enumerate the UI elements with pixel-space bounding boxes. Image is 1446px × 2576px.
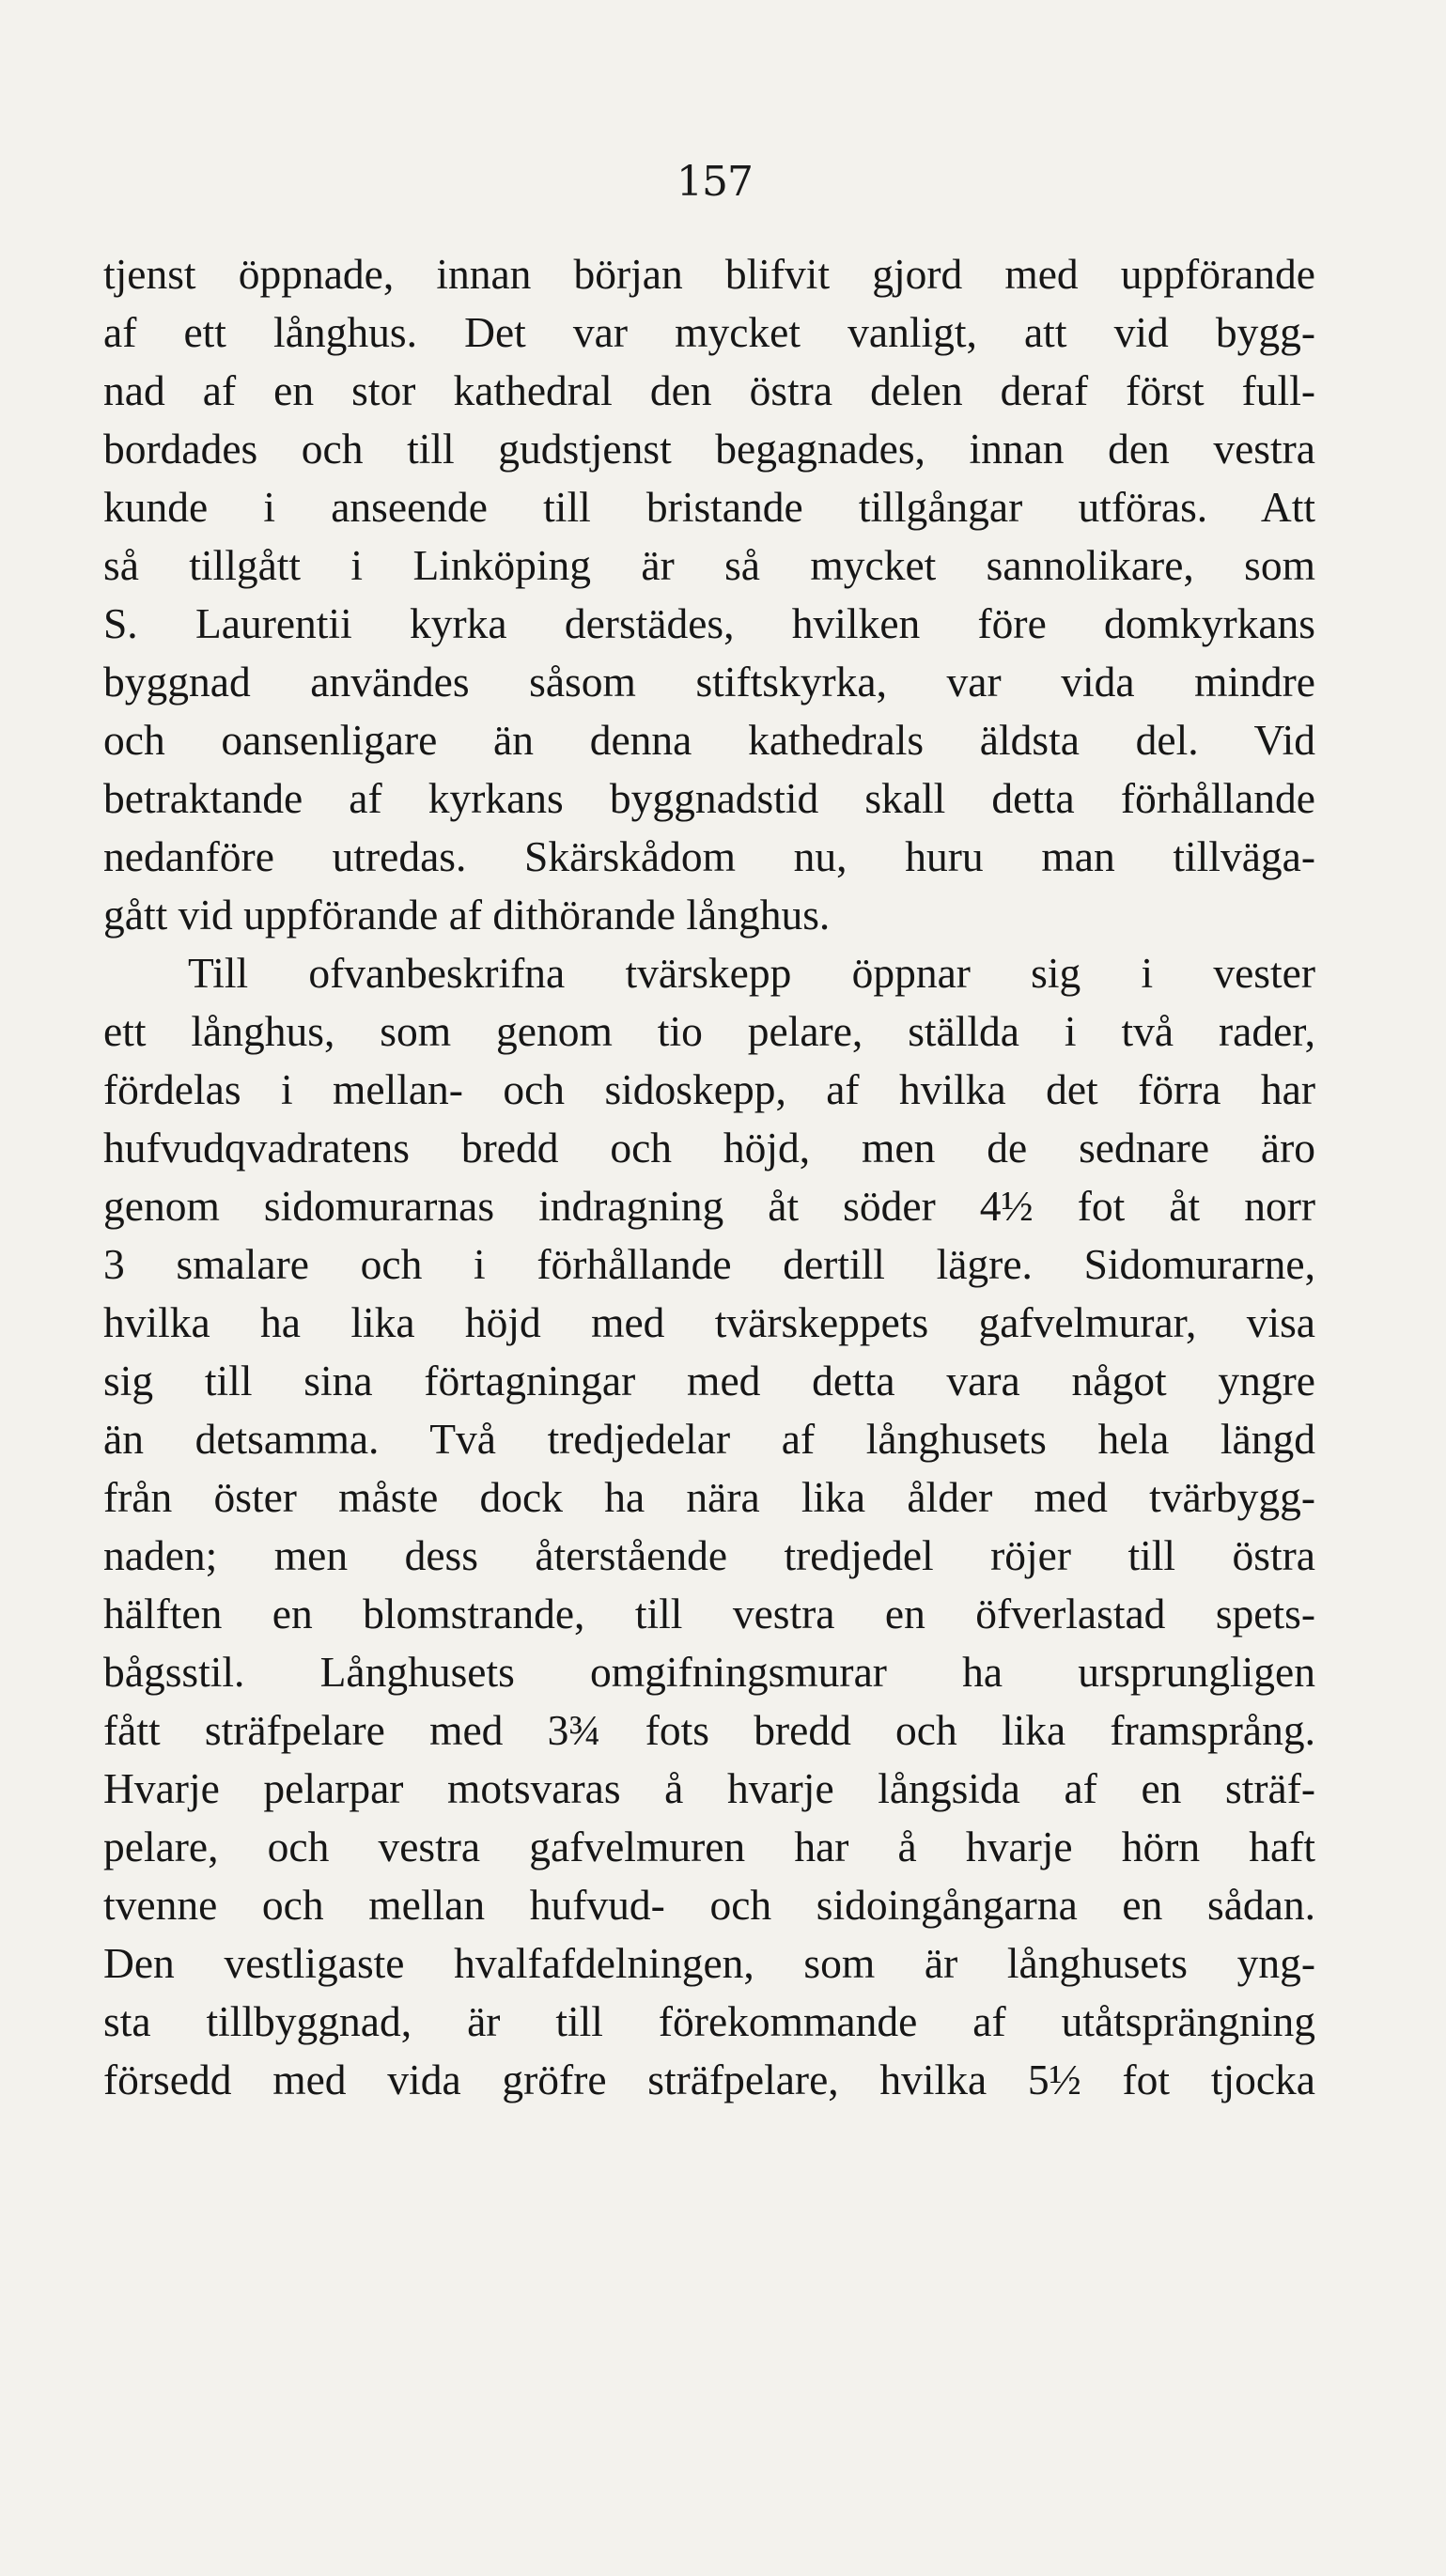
page-number: 157 — [676, 158, 753, 206]
text-line: fått sträfpelare med 3¾ fots bredd och lika framsprång. — [103, 1706, 1315, 1754]
text-line: hälften en blomstrande, till vestra en öfverlastad spets- — [103, 1590, 1315, 1637]
text-line: nad af en stor kathedral den östra delen deraf först full- — [103, 366, 1315, 414]
text-line: nedanföre utredas. Skärskådom nu, huru man tillväga- — [103, 832, 1315, 880]
text-line: fördelas i mellan- och sidoskepp, af hvilka det förra har — [103, 1065, 1315, 1113]
text-line: hufvudqvadratens bredd och höjd, men de sednare äro — [103, 1124, 1315, 1172]
text-line: betraktande af kyrkans byggnadstid skall detta förhållande — [103, 774, 1315, 822]
text-line: 3 smalare och i förhållande dertill lägre. Sidomurarne, — [103, 1240, 1315, 1288]
text-line: hvilka ha lika höjd med tvärskeppets gafvelmurar, visa — [103, 1298, 1315, 1346]
text-line: S. Laurentii kyrka derstädes, hvilken före domkyrkans — [103, 599, 1315, 647]
text-line: än detsamma. Två tredjedelar af långhusets hela längd — [103, 1415, 1315, 1463]
text-line: naden; men dess återstående tredjedel röjer till östra — [103, 1531, 1315, 1579]
text-line: byggnad användes såsom stiftskyrka, var vida mindre — [103, 658, 1315, 706]
text-line: bordades och till gudstjenst begagnades, innan den vestra — [103, 425, 1315, 473]
text-line: kunde i anseende till bristande tillgångar utföras. Att — [103, 483, 1315, 531]
text-line: sig till sina förtagningar med detta vara något yngre — [103, 1357, 1315, 1404]
text-line: gått vid uppförande af dithörande långhus. — [103, 891, 831, 939]
text-line: tvenne och mellan hufvud- och sidoingångarna en sådan. — [103, 1881, 1315, 1929]
text-line: från öster måste dock ha nära lika ålder med tvärbygg- — [103, 1473, 1315, 1521]
text-line: tjenst öppnade, innan början blifvit gjord med uppförande — [103, 250, 1315, 298]
text-line: försedd med vida gröfre sträfpelare, hvilka 5½ fot tjocka — [103, 2056, 1315, 2103]
text-line: Till ofvanbeskrifna tvärskepp öppnar sig i vester — [188, 949, 1315, 997]
text-line: Den vestligaste hvalfafdelningen, som är långhusets yng- — [103, 1939, 1315, 1987]
text-line: sta tillbyggnad, är till förekommande af utåtsprängning — [103, 1997, 1315, 2045]
text-line: Hvarje pelarpar motsvaras å hvarje långsida af en sträf- — [103, 1764, 1315, 1812]
text-line: pelare, och vestra gafvelmuren har å hvarje hörn haft — [103, 1823, 1315, 1870]
text-line: så tillgått i Linköping är så mycket sannolikare, som — [103, 541, 1315, 589]
text-line: ett långhus, som genom tio pelare, ställda i två rader, — [103, 1007, 1315, 1055]
text-line: genom sidomurarnas indragning åt söder 4½ fot åt norr — [103, 1182, 1315, 1230]
text-line: och oansenligare än denna kathedrals äldsta del. Vid — [103, 716, 1315, 764]
text-line: af ett långhus. Det var mycket vanligt, att vid bygg- — [103, 308, 1315, 356]
text-line: bågsstil. Långhusets omgifningsmurar ha ursprungligen — [103, 1648, 1315, 1696]
